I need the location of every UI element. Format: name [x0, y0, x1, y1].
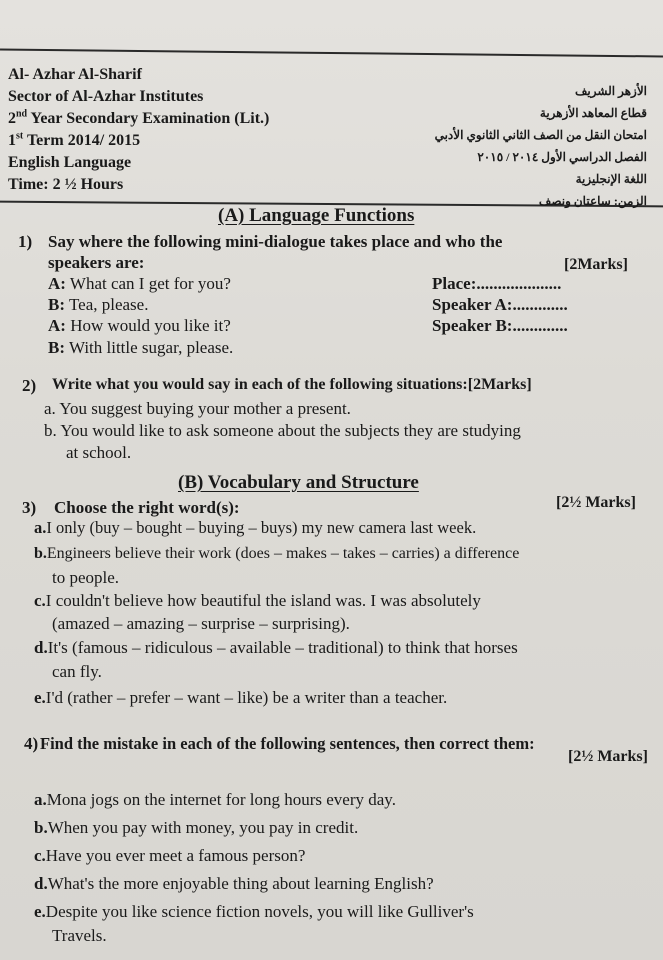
- q3-item: d.It's (famous – ridiculous – available – traditional) to think that horses: [34, 638, 518, 657]
- q2-number: 2): [22, 376, 37, 395]
- dialogue-line: B: Tea, please.: [48, 295, 149, 314]
- q4-item: b.When you pay with money, you pay in credit.: [34, 818, 359, 837]
- speaker-a-blank[interactable]: Speaker A:.............: [432, 295, 568, 314]
- q4-marks: [2½ Marks]: [568, 748, 648, 765]
- q4-item: e.Despite you like science fiction novels, you will like Gulliver's: [34, 902, 474, 921]
- subject-name: English Language: [8, 154, 132, 171]
- q3-marks: [2½ Marks]: [556, 494, 636, 511]
- arabic-line: الزمن: ساعتان ونصف: [538, 194, 647, 208]
- dialogue-line: A: How would you like it?: [48, 316, 231, 335]
- institution-name: Al- Azhar Al-Sharif: [8, 66, 142, 83]
- q3-text: Choose the right word(s):: [54, 498, 240, 517]
- q3-item: a.I only (buy – bought – buying – buys) my new camera last week.: [34, 518, 477, 537]
- q3-item-cont: (amazed – amazing – surprise – surprising).: [52, 614, 350, 633]
- place-blank[interactable]: Place:....................: [432, 274, 562, 293]
- q2-item-a: a. You suggest buying your mother a present.: [44, 399, 351, 418]
- q3-item: b.Engineers believe their work (does – makes – takes – carries) a difference: [34, 545, 520, 562]
- q4-item: d.What's the more enjoyable thing about learning English?: [34, 874, 434, 893]
- q3-item: c.I couldn't believe how beautiful the island was. I was absolutely: [34, 591, 481, 610]
- q1-text-line2: speakers are:: [48, 253, 145, 272]
- q4-number: 4): [24, 734, 39, 753]
- section-b-title: (B) Vocabulary and Structure: [178, 472, 419, 493]
- q3-item: e.I'd (rather – prefer – want – like) be a writer than a teacher.: [34, 688, 448, 707]
- q2-item-b-cont: at school.: [66, 443, 132, 462]
- exam-title: 2nd Year Secondary Examination (Lit.): [8, 108, 270, 127]
- arabic-line: امتحان النقل من الصف الثاني الثانوي الأدبي: [434, 128, 647, 142]
- q1-text-line1: Say where the following mini-dialogue takes place and who the: [48, 232, 503, 251]
- sector-name: Sector of Al-Azhar Institutes: [8, 88, 204, 105]
- arabic-line: قطاع المعاهد الأزهرية: [539, 106, 647, 120]
- q4-item: a.Mona jogs on the internet for long hours every day.: [34, 790, 396, 809]
- q2-text: Write what you would say in each of the following situations:[2Marks]: [52, 376, 532, 393]
- q2-item-b: b. You would like to ask someone about the subjects they are studying: [44, 421, 521, 440]
- arabic-line: الأزهر الشريف: [575, 84, 647, 98]
- header-english: [8, 64, 269, 196]
- q3-number: 3): [22, 498, 37, 517]
- q4-item-cont: Travels.: [52, 926, 107, 945]
- dialogue-line: A: What can I get for you?: [48, 274, 231, 293]
- q3-item-cont: to people.: [52, 568, 120, 587]
- q4-item: c.Have you ever meet a famous person?: [34, 846, 306, 865]
- header-arabic: [435, 80, 647, 212]
- exam-term: 1st Term 2014/ 2015: [8, 130, 141, 149]
- q3-item-cont: can fly.: [52, 662, 102, 681]
- q1-number: 1): [18, 232, 33, 251]
- arabic-line: الفصل الدراسي الأول ٢٠١٤ / ٢٠١٥: [477, 150, 647, 164]
- header-top-rule: [0, 49, 663, 58]
- dialogue-line: B: With little sugar, please.: [48, 338, 234, 357]
- exam-time: Time: 2 ½ Hours: [8, 176, 124, 193]
- q4-text: Find the mistake in each of the following sentences, then correct them:: [40, 734, 535, 753]
- q1-marks: [2Marks]: [564, 256, 628, 273]
- speaker-b-blank[interactable]: Speaker B:.............: [432, 316, 568, 335]
- section-a-title: (A) Language Functions: [218, 205, 415, 226]
- arabic-line: اللغة الإنجليزية: [575, 172, 647, 186]
